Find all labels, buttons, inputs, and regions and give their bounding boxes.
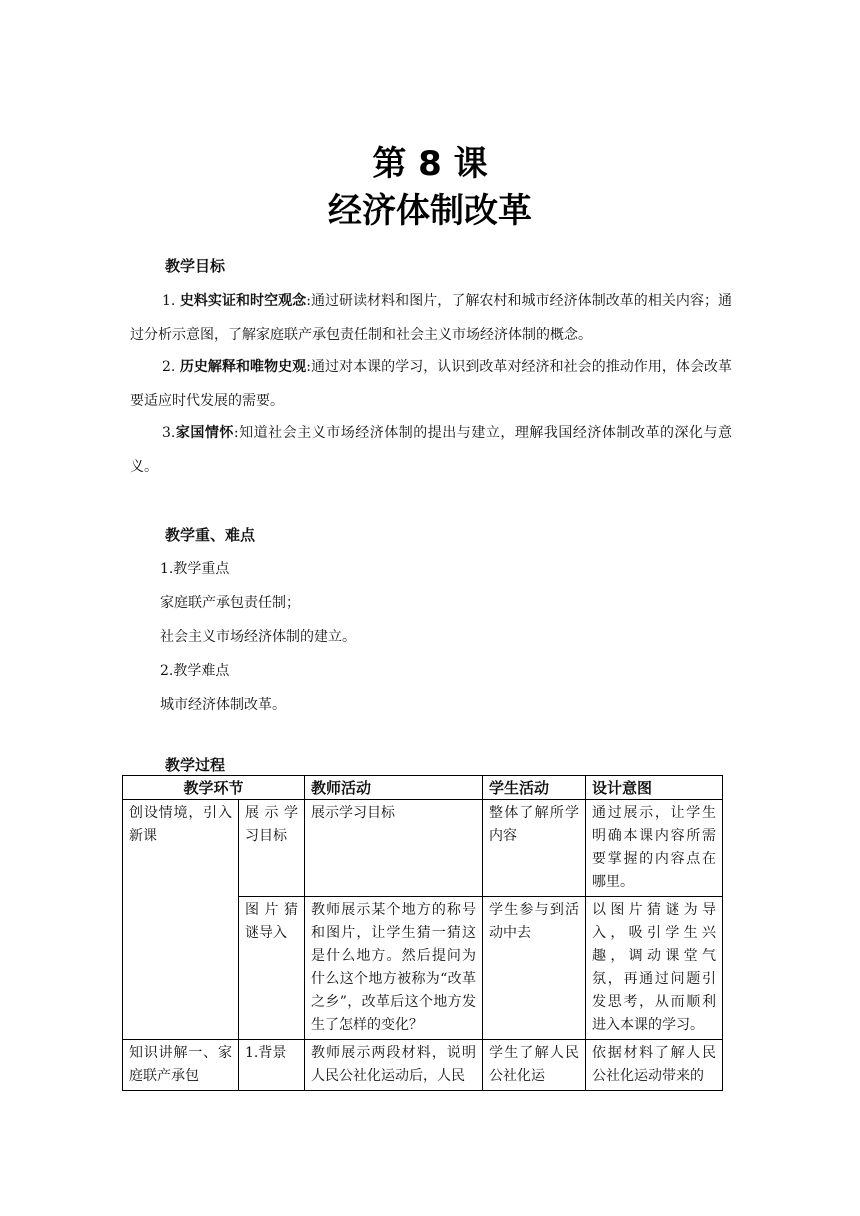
student-cell: 学生了解人民公社化运: [483, 1040, 586, 1091]
key-point-line: 城市经济体制改革。: [160, 697, 286, 713]
objective-item: 1. 史料实证和时空观念:通过研读材料和图片，了解农村和城市经济体制改革的相关内容；通过分析示意图，了解家庭联产承包责任制和社会主义市场经济体制的概念。: [130, 293, 733, 343]
col-header: 教师活动: [305, 776, 483, 800]
key-point-line: 2.教学难点: [160, 663, 230, 679]
key-points-heading: 教学重、难点: [165, 526, 256, 544]
objectives-heading: 教学目标: [165, 257, 226, 275]
step-cell: 图片猜谜导入: [239, 897, 305, 1040]
student-cell: 学生参与到活动中去: [483, 897, 586, 1040]
key-point-line: 1.教学重点: [160, 561, 230, 577]
lesson-number: 第 8 课: [372, 144, 488, 184]
teacher-cell: 展示学习目标: [305, 800, 483, 897]
objective-item: 2. 历史解释和唯物史观:通过对本课的学习，认识到改革对经济和社会的推动作用，体会改革要适应时代发展的需要。: [130, 359, 733, 409]
step-cell: 1.背景: [239, 1040, 305, 1091]
intent-cell: 以图片猜谜为导入，吸引学生兴趣，调动课堂气氛，再通过问题引发思考，从而顺利进入本课的学习。: [586, 897, 723, 1040]
process-table: [122, 775, 723, 1091]
process-heading: 教学过程: [165, 756, 226, 774]
key-point-line: 社会主义市场经济体制的建立。: [160, 629, 356, 645]
col-header: 学生活动: [483, 776, 586, 800]
intent-cell: 依据材料了解人民公社化运动带来的: [586, 1040, 723, 1091]
col-header: 设计意图: [586, 776, 723, 800]
step-cell: 展示学习目标: [239, 800, 305, 897]
section-cell: 创设情境，引入新课: [123, 800, 239, 1040]
table-header-row: [123, 776, 723, 800]
intent-cell: 通过展示，让学生明确本课内容所需要掌握的内容点在哪里。: [586, 800, 723, 897]
student-cell: 整体了解所学内容: [483, 800, 586, 897]
col-header: 教学环节: [123, 776, 305, 800]
objective-item: 3.家国情怀:知道社会主义市场经济体制的提出与建立，理解我国经济体制改革的深化与意义。: [130, 425, 733, 475]
section-cell: 知识讲解一、家庭联产承包: [123, 1040, 239, 1091]
lesson-title: 经济体制改革: [328, 191, 532, 231]
table-row: [123, 1040, 723, 1091]
teacher-cell: 教师展示两段材料，说明人民公社化运动后，人民: [305, 1040, 483, 1091]
key-point-line: 家庭联产承包责任制；: [160, 595, 300, 611]
teacher-cell: 教师展示某个地方的称号和图片，让学生猜一猜这是什么地方。然后提问为什么这个地方被称为“改革之乡”，改革后这个地方发生了怎样的变化？: [305, 897, 483, 1040]
table-row: [123, 800, 723, 897]
